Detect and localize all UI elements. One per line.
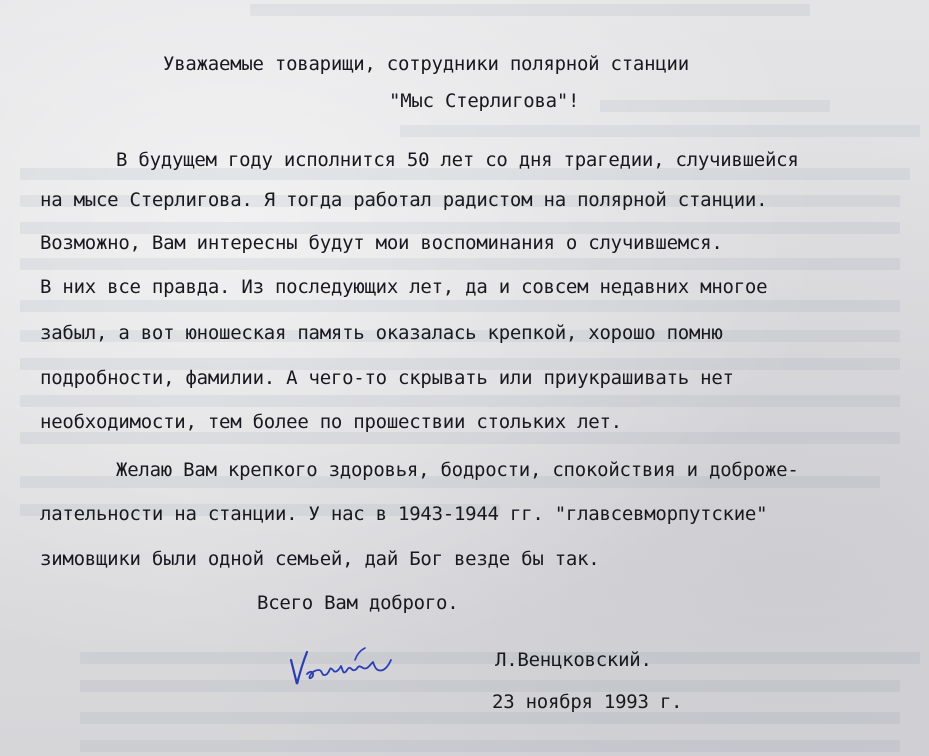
signature-mark xyxy=(285,640,395,688)
salutation-line-1: Уважаемые товарищи, сотрудники полярной станции xyxy=(163,53,689,75)
paragraph-1-line: подробности, фамилии. А чего-то скрывать или приукрашивать нет xyxy=(40,367,734,389)
paragraph-1-line: Возможно, Вам интересны будут мои воспоминания о случившемся. xyxy=(40,232,723,254)
paragraph-1-line: на мысе Стерлигова. Я тогда работал радистом на полярной станции. xyxy=(40,189,768,211)
paragraph-1-line: необходимости, тем более по прошествии стольких лет. xyxy=(40,411,622,433)
paragraph-2-line: лательности на станции. У нас в 1943-1944 гг. "главсевморпутские" xyxy=(40,503,768,525)
author-name: Л.Венцковский. xyxy=(495,649,652,671)
letter-date: 23 ноября 1993 г. xyxy=(492,691,683,713)
paragraph-1-line: В будущем году исполнится 50 лет со дня трагедии, случившейся xyxy=(116,149,799,171)
paragraph-2-line: зимовщики были одной семьей, дай Бог везде бы так. xyxy=(40,548,600,570)
salutation-line-2: "Мыс Стерлигова"! xyxy=(389,90,580,112)
paragraph-1-line: В них все правда. Из последующих лет, да и совсем недавних многое xyxy=(40,276,768,298)
paragraph-2-line: Желаю Вам крепкого здоровья, бодрости, спокойствия и доброже- xyxy=(116,459,799,481)
closing-line: Всего Вам доброго. xyxy=(257,592,459,614)
paragraph-1-line: забыл, а вот юношеская память оказалась крепкой, хорошо помню xyxy=(40,322,723,344)
